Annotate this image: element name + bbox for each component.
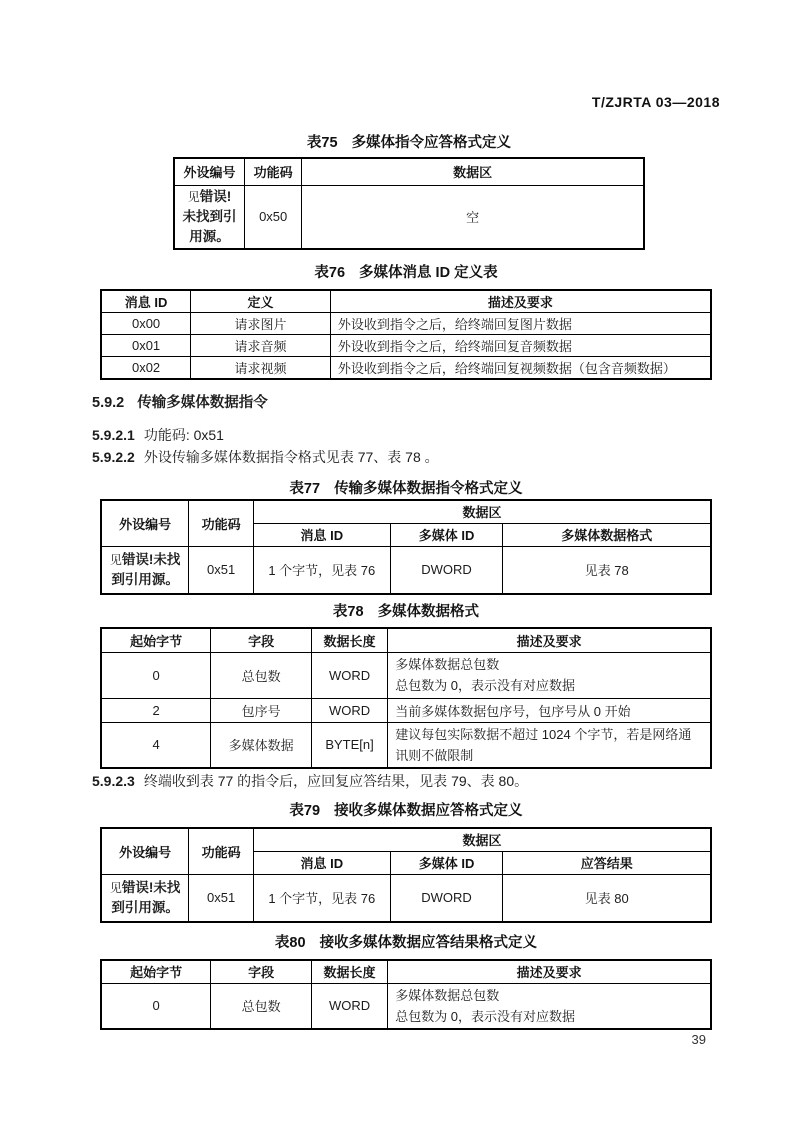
table-77-row: [101, 546, 711, 594]
cell-function-code: 0x51: [189, 874, 254, 922]
section-number: 5.9.2: [92, 395, 125, 411]
column-header-start-byte: 起始字节: [101, 628, 211, 652]
section-5-9-2-2: [92, 447, 439, 467]
table-79: [100, 827, 712, 923]
table-77-label: 表77: [289, 481, 321, 497]
column-header-media-id: 多媒体 ID: [390, 523, 503, 546]
column-header-description: 描述及要求: [388, 628, 711, 652]
cell-description: 外设收到指令之后，给终端回复图片数据: [330, 313, 711, 335]
column-header-description: 描述及要求: [388, 960, 711, 983]
table-78: [100, 627, 712, 769]
table-80-title: 接收多媒体数据应答结果格式定义: [319, 935, 538, 951]
column-header-peripheral-id: 外设编号: [174, 158, 245, 185]
cell-reference-error: 见错误!未找 到引用源。: [101, 546, 189, 594]
table-75-title: 多媒体指令应答格式定义: [351, 135, 512, 151]
table-78-label: 表78: [332, 604, 364, 620]
section-title: 传输多媒体数据指令: [137, 395, 268, 411]
table-79-row: [101, 874, 711, 922]
section-text: 终端收到表 77 的指令后，应回复应答结果，见表 79、表 80。: [143, 773, 529, 789]
column-header-media-format: 多媒体数据格式: [503, 523, 711, 546]
table-78-header-row: [101, 628, 711, 652]
cell-data-length: WORD: [311, 983, 387, 1029]
cell-message-id: 0x02: [101, 357, 191, 380]
table-76-caption: [100, 261, 712, 282]
cell-media-id: DWORD: [390, 546, 503, 594]
cell-description: 多媒体数据总包数 总包数为 0，表示没有对应数据: [388, 983, 711, 1029]
cell-media-format: 见表 78: [503, 546, 711, 594]
table-79-header-row: [101, 828, 711, 851]
table-77-title: 传输多媒体数据指令格式定义: [334, 481, 523, 497]
cell-definition: 请求图片: [191, 313, 331, 335]
column-header-message-id: 消息 ID: [253, 851, 390, 874]
table-77-caption: [100, 477, 712, 498]
table-80-header-row: [101, 960, 711, 983]
cell-description: 外设收到指令之后，给终端回复视频数据（包含音频数据）: [330, 357, 711, 380]
table-76: [100, 289, 712, 380]
table-79-title: 接收多媒体数据应答格式定义: [334, 803, 523, 819]
cell-reference-error: 见错误!未找 到引用源。: [101, 874, 189, 922]
table-80-caption: [100, 931, 712, 952]
column-header-peripheral-id: 外设编号: [101, 828, 189, 874]
cell-field: 包序号: [211, 698, 312, 722]
cell-description: 多媒体数据总包数 总包数为 0，表示没有对应数据: [388, 652, 711, 698]
table-75-row: [174, 185, 644, 249]
cell-media-id: DWORD: [390, 874, 503, 922]
table-80-row: [101, 983, 711, 1029]
cell-field: 多媒体数据: [211, 722, 312, 768]
table-78-row: [101, 722, 711, 768]
cell-field: 总包数: [211, 652, 312, 698]
table-78-row: [101, 652, 711, 698]
cell-field: 总包数: [211, 983, 312, 1029]
cell-message-id: 0x00: [101, 313, 191, 335]
column-header-message-id: 消息 ID: [101, 290, 191, 313]
column-header-function-code: 功能码: [189, 828, 254, 874]
page-number: 39: [691, 1032, 706, 1047]
column-header-media-id: 多媒体 ID: [390, 851, 503, 874]
cell-data-area: 空: [302, 185, 644, 249]
table-79-caption: [100, 799, 712, 820]
table-77-header-row: [101, 500, 711, 523]
see-text: 见: [109, 880, 122, 895]
section-text: 功能码: 0x51: [143, 427, 224, 443]
table-75-label: 表75: [306, 135, 338, 151]
cell-start-byte: 2: [101, 698, 211, 722]
table-75-header-row: [174, 158, 644, 185]
column-header-definition: 定义: [191, 290, 331, 313]
table-78-row: [101, 698, 711, 722]
table-78-title: 多媒体数据格式: [377, 604, 480, 620]
cell-description: 建议每包实际数据不超过 1024 个字节，若是网络通讯则不做限制: [388, 722, 711, 768]
table-76-row: [101, 357, 711, 380]
column-header-field: 字段: [211, 960, 312, 983]
table-77: [100, 499, 712, 595]
cell-function-code: 0x50: [245, 185, 302, 249]
section-5-9-2-3: [92, 771, 528, 791]
cell-description: 当前多媒体数据包序号，包序号从 0 开始: [388, 698, 711, 722]
section-heading-5-9-2: [92, 391, 268, 412]
cell-message-id: 1 个字节，见表 76: [253, 546, 390, 594]
cell-start-byte: 0: [101, 983, 211, 1029]
column-header-data-area: 数据区: [253, 828, 711, 851]
section-number: 5.9.2.2: [92, 449, 135, 465]
table-76-row: [101, 335, 711, 357]
column-header-data-area: 数据区: [302, 158, 644, 185]
column-header-field: 字段: [211, 628, 312, 652]
column-header-answer-result: 应答结果: [503, 851, 711, 874]
see-text: 见: [187, 189, 200, 204]
cell-answer-result: 见表 80: [503, 874, 711, 922]
cell-reference-error: 见错误! 未找到引 用源。: [174, 185, 245, 249]
table-78-caption: [100, 600, 712, 621]
section-5-9-2-1: [92, 425, 224, 445]
cell-start-byte: 4: [101, 722, 211, 768]
column-header-message-id: 消息 ID: [253, 523, 390, 546]
section-number: 5.9.2.3: [92, 773, 135, 789]
column-header-data-length: 数据长度: [311, 628, 387, 652]
column-header-data-area: 数据区: [253, 500, 711, 523]
cell-data-length: WORD: [311, 698, 387, 722]
column-header-function-code: 功能码: [245, 158, 302, 185]
column-header-description: 描述及要求: [330, 290, 711, 313]
cell-definition: 请求音频: [191, 335, 331, 357]
column-header-start-byte: 起始字节: [101, 960, 211, 983]
table-80: [100, 959, 712, 1030]
cell-data-length: WORD: [311, 652, 387, 698]
cell-function-code: 0x51: [189, 546, 254, 594]
table-76-header-row: [101, 290, 711, 313]
cell-message-id: 1 个字节，见表 76: [253, 874, 390, 922]
cell-message-id: 0x01: [101, 335, 191, 357]
table-75-caption: [173, 131, 645, 152]
table-80-label: 表80: [274, 935, 306, 951]
column-header-peripheral-id: 外设编号: [101, 500, 189, 546]
section-text: 外设传输多媒体数据指令格式见表 77、表 78 。: [143, 449, 439, 465]
cell-data-length: BYTE[n]: [311, 722, 387, 768]
document-code: T/ZJRTA 03—2018: [591, 94, 720, 110]
column-header-data-length: 数据长度: [311, 960, 387, 983]
table-76-label: 表76: [314, 265, 346, 281]
see-text: 见: [109, 552, 122, 567]
section-number: 5.9.2.1: [92, 427, 135, 443]
cell-start-byte: 0: [101, 652, 211, 698]
table-76-row: [101, 313, 711, 335]
cell-description: 外设收到指令之后，给终端回复音频数据: [330, 335, 711, 357]
table-76-title: 多媒体消息 ID 定义表: [359, 265, 498, 281]
table-79-label: 表79: [289, 803, 321, 819]
table-75: [173, 157, 645, 250]
cell-definition: 请求视频: [191, 357, 331, 380]
column-header-function-code: 功能码: [189, 500, 254, 546]
